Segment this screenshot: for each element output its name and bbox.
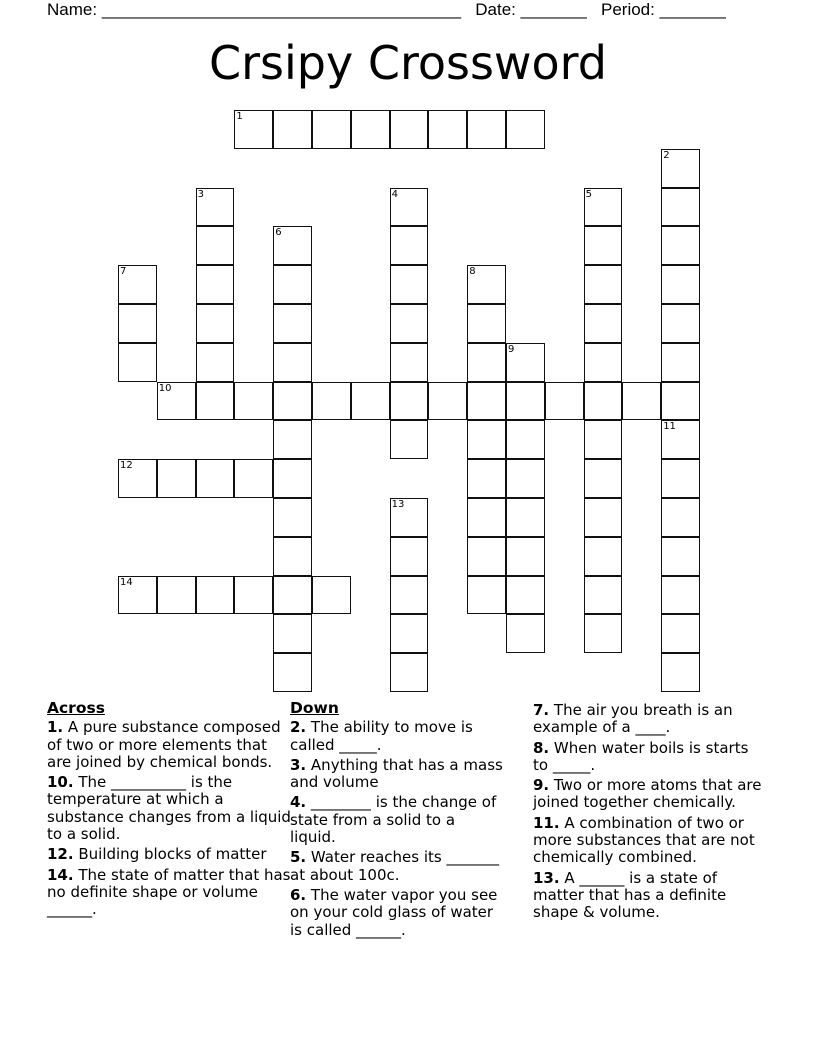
clue-number: 14. <box>47 865 74 884</box>
grid-cell[interactable] <box>273 576 312 615</box>
grid-cell[interactable] <box>584 188 623 227</box>
period-label: Period: <box>601 0 655 19</box>
grid-cell[interactable] <box>351 110 390 149</box>
grid-cell[interactable] <box>118 304 157 343</box>
clue-text: The ability to move is called _____. <box>290 718 473 754</box>
clue-down-8 <box>533 740 768 775</box>
grid-cell[interactable] <box>390 576 429 615</box>
clue-across-10 <box>47 774 292 843</box>
cell-number: 5 <box>585 188 592 200</box>
grid-cell[interactable] <box>234 110 273 149</box>
cell-number: 13 <box>391 499 405 510</box>
clue-text: Building blocks of matter <box>78 845 267 864</box>
grid-cell[interactable] <box>118 343 157 382</box>
clue-number: 7. <box>533 701 550 719</box>
grid-cell[interactable] <box>584 614 623 653</box>
cell-number: 12 <box>120 460 133 472</box>
grid-cell[interactable] <box>196 382 235 421</box>
grid-cell[interactable] <box>661 265 700 304</box>
grid-cell[interactable] <box>584 265 623 304</box>
student-info-header <box>47 0 726 20</box>
grid-cell[interactable] <box>312 382 351 421</box>
clue-across-1 <box>47 719 292 771</box>
grid-cell[interactable] <box>196 343 235 382</box>
grid-cell[interactable] <box>584 304 623 343</box>
clue-text: A combination of two or more substances that are not chemically combined. <box>533 813 755 867</box>
clue-down-4 <box>290 794 505 846</box>
grid-cell[interactable] <box>506 343 545 382</box>
clue-number: 6. <box>290 885 307 904</box>
grid-cell[interactable] <box>661 343 700 382</box>
clue-down-5 <box>290 849 505 884</box>
grid-cell[interactable] <box>584 382 623 421</box>
cell-number: 4 <box>391 188 398 200</box>
grid-cell[interactable] <box>273 653 312 692</box>
grid-cell[interactable] <box>390 537 429 576</box>
clue-text: The __________ is the temperature at which a substance changes from a liquid to a solid. <box>47 773 291 844</box>
grid-cell[interactable] <box>506 614 545 653</box>
clue-number: 3. <box>290 755 307 774</box>
grid-cell[interactable] <box>234 576 273 615</box>
grid-cell[interactable] <box>390 226 429 265</box>
date-blank[interactable]: _______ <box>520 0 587 19</box>
grid-cell[interactable] <box>196 576 235 615</box>
cell-number: 8 <box>469 266 476 278</box>
grid-cell[interactable] <box>467 343 506 382</box>
clue-down-7 <box>533 702 768 737</box>
cell-number: 10 <box>158 382 172 394</box>
grid-cell[interactable] <box>390 304 429 343</box>
cell-number: 3 <box>197 188 204 200</box>
grid-cell[interactable] <box>273 537 312 576</box>
grid-cell[interactable] <box>273 110 312 149</box>
grid-cell[interactable] <box>273 614 312 653</box>
grid-cell[interactable] <box>390 188 429 227</box>
grid-cell[interactable] <box>661 614 700 653</box>
clue-down-6 <box>290 887 505 939</box>
grid-cell[interactable] <box>584 576 623 615</box>
grid-cell[interactable] <box>196 304 235 343</box>
grid-cell[interactable] <box>584 498 623 537</box>
grid-cell[interactable] <box>234 459 273 498</box>
grid-cell[interactable] <box>661 420 700 459</box>
grid-cell[interactable] <box>118 576 157 615</box>
grid-cell[interactable] <box>506 537 545 576</box>
grid-cell[interactable] <box>390 653 429 692</box>
clue-down-13 <box>533 870 768 922</box>
grid-cell[interactable] <box>428 382 467 421</box>
clue-text: Water reaches its _______ at about 100c. <box>290 848 499 884</box>
clue-number: 12. <box>47 845 74 864</box>
name-blank[interactable]: ______________________________________ <box>101 0 462 19</box>
name-label: Name: <box>47 0 98 19</box>
grid-cell[interactable] <box>506 498 545 537</box>
grid-cell[interactable] <box>545 382 584 421</box>
grid-cell[interactable] <box>273 459 312 498</box>
clue-text: When water boils is starts to _____. <box>533 738 749 774</box>
clue-down-9 <box>533 777 768 812</box>
across-heading: Across <box>47 699 105 717</box>
grid-cell[interactable] <box>234 382 273 421</box>
grid-cell[interactable] <box>584 420 623 459</box>
grid-cell[interactable] <box>584 343 623 382</box>
cell-number: 1 <box>236 111 243 122</box>
clue-text: The air you breath is an example of a ____. <box>533 701 733 737</box>
grid-cell[interactable] <box>467 382 506 421</box>
down-clues <box>290 700 505 942</box>
grid-cell[interactable] <box>467 265 506 304</box>
grid-cell[interactable] <box>312 576 351 615</box>
clue-number: 11. <box>533 813 560 832</box>
grid-cell[interactable] <box>157 382 196 421</box>
clue-down-2 <box>290 719 505 754</box>
clue-text: Anything that has a mass and volume <box>290 755 503 792</box>
grid-cell[interactable] <box>584 537 623 576</box>
grid-cell[interactable] <box>622 382 661 421</box>
clue-text: Two or more atoms that are joined together chemically. <box>533 776 762 812</box>
grid-cell[interactable] <box>661 226 700 265</box>
grid-cell[interactable] <box>661 459 700 498</box>
clue-number: 10. <box>47 773 74 792</box>
cell-number: 14 <box>120 576 133 588</box>
grid-cell[interactable] <box>467 498 506 537</box>
grid-cell[interactable] <box>584 226 623 265</box>
grid-cell[interactable] <box>506 382 545 421</box>
grid-cell[interactable] <box>273 498 312 537</box>
clue-number: 9. <box>533 776 550 795</box>
grid-cell[interactable] <box>390 265 429 304</box>
clue-across-12 <box>47 846 292 863</box>
grid-cell[interactable] <box>661 653 700 692</box>
down-clues-continued <box>533 702 768 925</box>
grid-cell[interactable] <box>661 576 700 615</box>
grid-cell[interactable] <box>118 459 157 498</box>
grid-cell[interactable] <box>196 226 235 265</box>
cell-number: 6 <box>275 227 282 239</box>
grid-cell[interactable] <box>390 420 429 459</box>
grid-cell[interactable] <box>584 459 623 498</box>
grid-cell[interactable] <box>273 382 312 421</box>
grid-cell[interactable] <box>157 576 196 615</box>
clue-text: A ______ is a state of matter that has a definite shape & volume. <box>533 868 727 922</box>
grid-cell[interactable] <box>661 537 700 576</box>
clue-number: 5. <box>290 848 307 867</box>
grid-cell[interactable] <box>661 498 700 537</box>
grid-cell[interactable] <box>467 420 506 459</box>
clue-number: 13. <box>533 868 560 887</box>
cell-number: 9 <box>508 343 515 355</box>
cell-number: 2 <box>663 149 670 161</box>
grid-cell[interactable] <box>196 188 235 227</box>
grid-cell[interactable] <box>273 343 312 382</box>
grid-cell[interactable] <box>273 420 312 459</box>
grid-cell[interactable] <box>506 420 545 459</box>
across-clues <box>47 700 292 922</box>
down-heading: Down <box>290 699 339 717</box>
clue-text: The water vapor you see on your cold glass of water is called ______. <box>290 885 498 939</box>
grid-cell[interactable] <box>157 459 196 498</box>
clue-text: A pure substance composed of two or more elements that are joined by chemical bonds. <box>47 718 281 771</box>
grid-cell[interactable] <box>661 188 700 227</box>
clue-number: 2. <box>290 718 307 737</box>
period-blank[interactable]: _______ <box>659 0 726 19</box>
grid-cell[interactable] <box>467 576 506 615</box>
grid-cell[interactable] <box>661 382 700 421</box>
grid-cell[interactable] <box>273 265 312 304</box>
grid-cell[interactable] <box>118 265 157 304</box>
grid-cell[interactable] <box>390 343 429 382</box>
grid-cell[interactable] <box>467 304 506 343</box>
grid-cell[interactable] <box>661 149 700 188</box>
clue-down-11 <box>533 815 768 867</box>
grid-cell[interactable] <box>467 459 506 498</box>
grid-cell[interactable] <box>196 459 235 498</box>
clue-down-3 <box>290 757 505 792</box>
clue-number: 8. <box>533 738 550 757</box>
grid-cell[interactable] <box>390 110 429 149</box>
cell-number: 11 <box>663 421 676 433</box>
grid-cell[interactable] <box>390 498 429 537</box>
grid-cell[interactable] <box>312 110 351 149</box>
clue-number: 4. <box>290 793 307 812</box>
grid-cell[interactable] <box>196 265 235 304</box>
clue-text: The state of matter that has no definite shape or volume ______. <box>47 865 291 919</box>
grid-cell[interactable] <box>506 110 545 149</box>
page-title: Crsipy Crossword <box>209 36 607 90</box>
date-label: Date: <box>475 0 516 19</box>
grid-cell[interactable] <box>390 614 429 653</box>
grid-cell[interactable] <box>390 382 429 421</box>
grid-cell[interactable] <box>467 110 506 149</box>
cell-number: 7 <box>120 266 127 278</box>
grid-cell[interactable] <box>351 382 390 421</box>
grid-cell[interactable] <box>428 110 467 149</box>
clue-number: 1. <box>47 718 64 737</box>
grid-cell[interactable] <box>273 226 312 265</box>
grid-cell[interactable] <box>661 304 700 343</box>
clue-text: ________ is the change of state from a solid to a liquid. <box>290 793 497 847</box>
grid-cell[interactable] <box>506 576 545 615</box>
clue-across-14 <box>47 867 292 919</box>
grid-cell[interactable] <box>506 459 545 498</box>
grid-cell[interactable] <box>273 304 312 343</box>
grid-cell[interactable] <box>467 537 506 576</box>
